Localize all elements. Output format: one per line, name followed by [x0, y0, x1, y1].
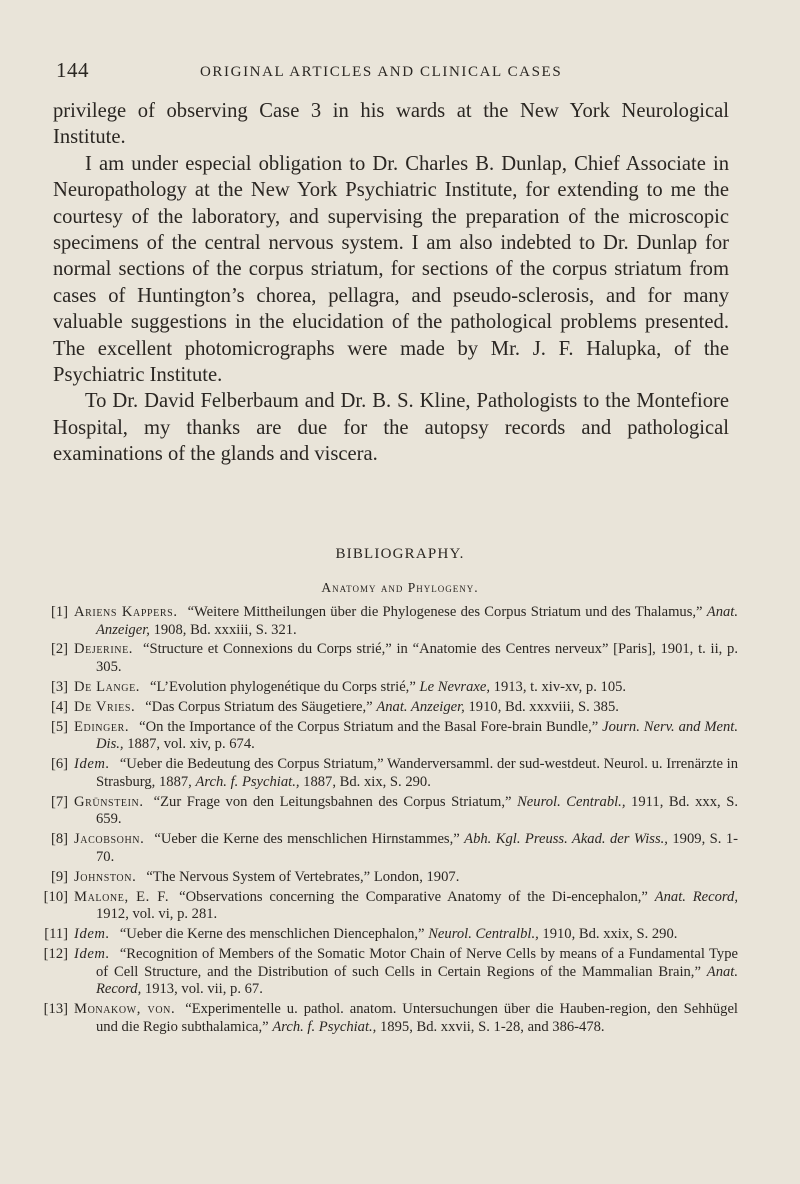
entry-title: “On the Importance of the Corpus Striatum and the Basal Fore-brain Bundle,”	[139, 718, 599, 735]
entry-citation: 1908, Bd. xxxiii, S. 321.	[153, 621, 297, 638]
entry-number: [ 1 ]	[34, 604, 68, 622]
entry-author: Edinger.	[74, 718, 130, 735]
entry-number: [ 9 ]	[34, 869, 68, 887]
bibliography-entry	[55, 793, 738, 829]
bibliography-entry	[55, 698, 738, 717]
entry-title: “Structure et Connexions du Corps strié,” in “Anatomie des Centres nerveux” [Paris], 1901, t. ii, p. 305.	[96, 641, 738, 676]
entry-journal: Anat. Record,	[654, 888, 738, 905]
entry-journal: Abh. Kgl. Preuss. Akad. der Wiss.,	[464, 831, 668, 848]
entry-content	[74, 793, 738, 829]
entry-content	[74, 718, 738, 754]
entry-number: [ 12 ]	[34, 946, 68, 964]
entry-citation: 1895, Bd. xxvii, S. 1-28, and 386-478.	[380, 1018, 605, 1035]
entry-number: [ 3 ]	[34, 679, 68, 697]
entry-author: Jacobsohn.	[74, 831, 145, 848]
bibliography-entry	[55, 718, 738, 754]
entry-citation: 1887, vol. xiv, p. 674.	[127, 736, 255, 753]
bibliography-entry	[55, 756, 738, 791]
entry-number: [ 5 ]	[34, 719, 68, 737]
entry-author: Dejerine.	[74, 641, 134, 658]
entry-content	[74, 641, 738, 676]
entry-journal: Anat. Record,	[96, 963, 738, 998]
entry-title: “Das Corpus Striatum des Säugetiere,”	[145, 698, 373, 715]
entry-journal: Anat. Anzeiger,	[96, 604, 739, 638]
bibliography-subtitle: Anatomy and Phylogeny.	[321, 580, 479, 595]
entry-citation: 1887, Bd. xix, S. 290.	[303, 773, 431, 790]
entry-citation: 1911, Bd. xxx, S. 659.	[96, 793, 738, 828]
entry-author: Idem.	[74, 756, 110, 773]
entry-citation: 1909, S. 1-70.	[96, 831, 738, 865]
entry-content	[74, 926, 738, 944]
entry-title: “The Nervous System of Vertebrates,” London, 1907.	[146, 868, 460, 885]
entry-content	[74, 678, 738, 697]
entry-content	[74, 1001, 738, 1036]
entry-title: “Ueber die Bedeutung des Corpus Striatum,” Wanderversamml. der sud-westdeut. Neurol. u. Irrenärzte in Strasburg, 1887,	[96, 756, 738, 790]
entry-number: [ 4 ]	[34, 699, 68, 717]
entry-title: “Weitere Mittheilungen über die Phylogenese des Corpus Striatum und des Thalamus,”	[187, 604, 703, 620]
entry-content	[74, 756, 738, 791]
entry-number: [ 8 ]	[34, 831, 68, 849]
bibliography-entry	[49, 926, 738, 944]
entry-title: “Observations concerning the Comparative Anatomy of the Di-encephalon,”	[179, 888, 648, 905]
bibliography-entry	[55, 604, 739, 639]
bibliography-entry	[48, 1001, 738, 1036]
entry-content	[74, 604, 739, 639]
entry-citation: 1913, t. xiv-xv, p. 105.	[493, 678, 627, 695]
body-text	[53, 98, 729, 468]
entry-number: [ 6 ]	[34, 756, 68, 774]
entry-title: “L’Evolution phylogenétique du Corps strié,”	[150, 678, 416, 695]
entry-number: [ 2 ]	[34, 641, 68, 659]
entry-author: Malone, E. F.	[74, 888, 170, 905]
entry-author: De Vries.	[74, 698, 136, 715]
bibliography-entry	[55, 868, 738, 887]
paragraph: privilege of observing Case 3 in his wards at the New York Neurological Institute.	[53, 100, 729, 149]
bibliography-entry	[55, 678, 738, 697]
entry-author: Idem.	[74, 945, 110, 962]
entry-title: “Zur Frage von den Leitungsbahnen des Corpus Striatum,”	[153, 793, 512, 810]
entry-title: “Ueber die Kerne des menschlichen Hirnstammes,”	[154, 831, 460, 848]
bibliography-list	[48, 604, 739, 1039]
entry-citation: 1910, Bd. xxxviii, S. 385.	[468, 698, 619, 715]
bibliography-entry	[48, 945, 738, 999]
entry-journal: Arch. f. Psychiat.,	[195, 773, 300, 790]
entry-journal: Neurol. Centrabl.,	[517, 793, 626, 810]
entry-number: [ 7 ]	[34, 794, 68, 812]
entry-title: “Ueber die Kerne des menschlichen Diencephalon,”	[119, 926, 425, 943]
entry-journal: Arch. f. Psychiat.,	[272, 1018, 377, 1035]
bibliography-title: BIBLIOGRAPHY.	[335, 546, 465, 562]
page-number: 144	[56, 58, 89, 82]
entry-number: [ 10 ]	[34, 889, 68, 907]
entry-author: De Lange.	[74, 678, 141, 695]
entry-journal: Journ. Nerv. and Ment. Dis.,	[96, 718, 738, 753]
entry-number: [ 13 ]	[34, 1001, 68, 1019]
entry-content	[74, 945, 738, 999]
entry-content	[74, 831, 738, 866]
bibliography-entry	[55, 641, 738, 676]
entry-number: [ 11 ]	[34, 926, 68, 944]
entry-content	[74, 888, 738, 924]
entry-author: Grünstein.	[74, 793, 144, 810]
entry-title: “Experimentelle u. pathol. anatom. Untersuchungen über die Hauben-region, den Sehhügel und die Regio subthalamica,”	[96, 1001, 738, 1035]
entry-journal: Le Nevraxe,	[419, 678, 490, 695]
entry-journal: Anat. Anzeiger,	[376, 698, 465, 715]
entry-journal: Neurol. Centralbl.,	[428, 926, 539, 943]
entry-author: Johnston.	[74, 868, 137, 885]
paragraph: I am under especial obligation to Dr. Charles B. Dunlap, Chief Associate in Neuropathology at the New York Psychiatric Institute, for extending to me the courtesy of the laboratory, and supervising the preparation of the microscopic specimens of the central nervous system. I am also indebted to Dr. Dunlap for normal sections of the corpus striatum, for sections of the corpus striatum from cases of Huntington’s chorea, pellagra, and pseudo-sclerosis, and for many valuable suggestions in the elucidation of the pathological problems presented. The excellent photomicrographs were made by Mr. J. F. Halupka, of the Psychiatric Institute.	[53, 152, 729, 387]
bibliography-entry	[48, 888, 738, 924]
paragraph: To Dr. David Felberbaum and Dr. B. S. Kline, Pathologists to the Montefiore Hospital, my thanks are due for the autopsy records and pathological examinations of the glands and viscera.	[53, 390, 729, 466]
bibliography-entry	[55, 831, 738, 866]
entry-author: Idem.	[74, 926, 110, 943]
page-header	[50, 56, 750, 86]
entry-content	[74, 698, 738, 717]
entry-author: Monakow, von.	[74, 1001, 176, 1018]
entry-content	[74, 868, 738, 887]
entry-author: Ariens Kappers.	[74, 604, 178, 620]
entry-citation: 1913, vol. vii, p. 67.	[144, 981, 263, 998]
entry-citation: 1912, vol. vi, p. 281.	[96, 906, 218, 923]
running-head: ORIGINAL ARTICLES AND CLINICAL CASES	[200, 64, 563, 80]
entry-citation: 1910, Bd. xxix, S. 290.	[542, 926, 678, 943]
entry-title: “Recognition of Members of the Somatic Motor Chain of Nerve Cells by means of a Fundamental Type of Cell Structure, and the Distribution of such Cells in Certain Regions of the Mammalian Brain,”	[96, 945, 738, 980]
